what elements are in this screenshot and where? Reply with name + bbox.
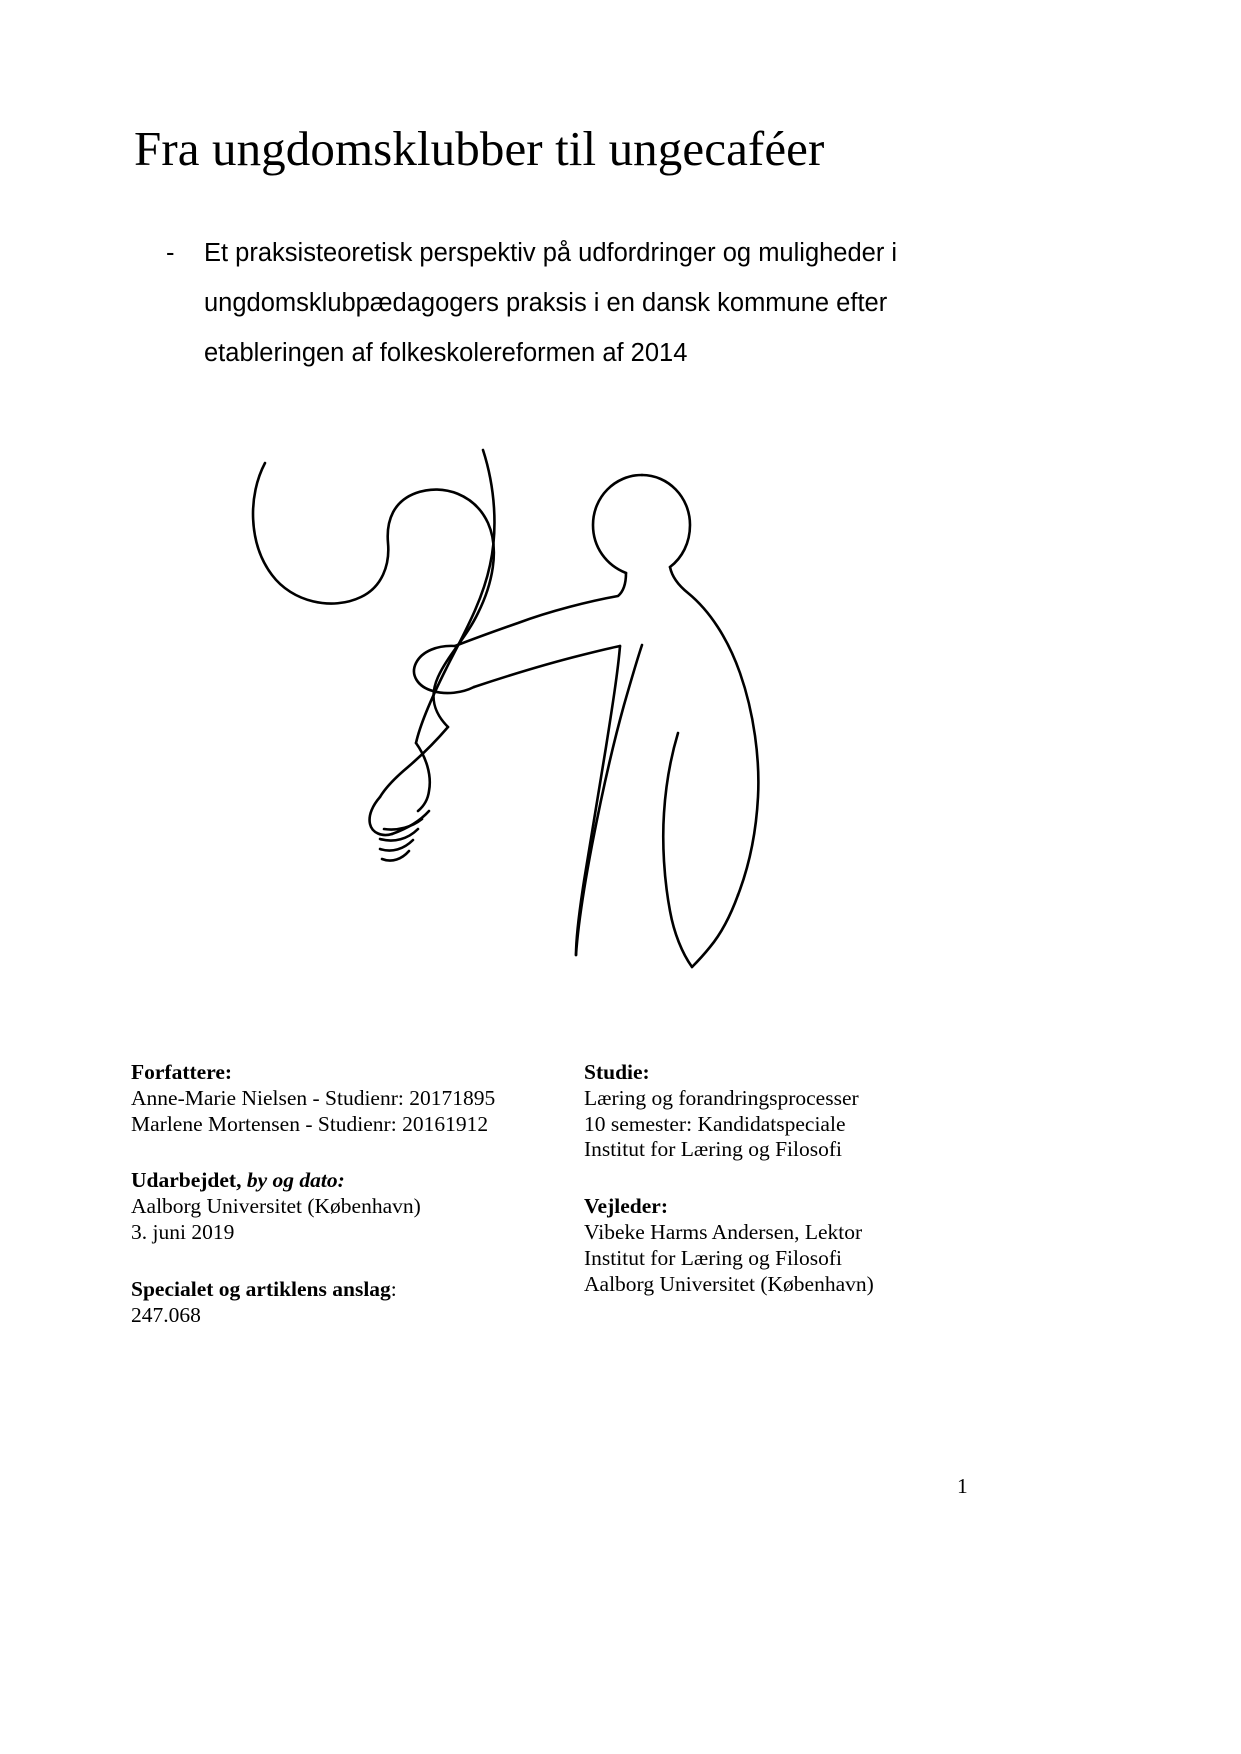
subtitle-line-1: Et praksisteoretisk perspektiv på udfordringer og muligheder i	[204, 239, 898, 267]
page-title: Fra ungdomsklubber til ungecaféer	[134, 121, 825, 176]
info-line-department: Institut for Læring og Filosofi	[584, 1137, 842, 1162]
info-line-author-1: Anne-Marie Nielsen - Studienr: 20171895	[131, 1085, 496, 1110]
info-group-anslag	[131, 1277, 571, 1329]
info-line-programme: Læring og forandringsprocesser	[584, 1085, 859, 1110]
info-heading-udarbejdet	[131, 1168, 571, 1194]
info-heading-vejleder-text: Vejleder:	[584, 1194, 668, 1219]
two-reaching-figures-icon	[230, 425, 820, 1005]
info-column-right	[584, 1060, 1014, 1297]
subtitle-line-2: ungdomsklubpædagogers praksis i en dansk kommune efter	[204, 289, 888, 317]
info-line-author-2: Marlene Mortensen - Studienr: 20161912	[131, 1111, 489, 1136]
info-line-character-count: 247.068	[131, 1302, 201, 1327]
info-heading-anslag-text: Specialet og artiklens anslag	[131, 1276, 391, 1301]
info-group-forfattere	[131, 1060, 571, 1137]
info-heading-anslag-colon: :	[390, 1276, 397, 1301]
info-line-supervisor-name: Vibeke Harms Andersen, Lektor	[584, 1219, 863, 1244]
info-heading-udarbejdet-text: Udarbejdet,	[131, 1168, 242, 1193]
info-heading-udarbejdet-italic: by og dato:	[241, 1168, 345, 1193]
info-heading-anslag	[131, 1277, 571, 1303]
info-group-studie	[584, 1060, 1014, 1163]
info-heading-forfattere	[131, 1060, 571, 1086]
info-group-udarbejdet	[131, 1168, 571, 1245]
info-line-university: Aalborg Universitet (København)	[131, 1194, 421, 1219]
page-number: 1	[957, 1474, 968, 1498]
info-heading-studie-text: Studie:	[584, 1060, 650, 1084]
subtitle-dash-marker: -	[166, 239, 175, 267]
info-line-date: 3. juni 2019	[131, 1219, 235, 1244]
info-column-left	[131, 1060, 571, 1328]
info-line-semester: 10 semester: Kandidatspeciale	[584, 1111, 846, 1136]
info-heading-studie	[584, 1060, 1014, 1086]
subtitle-block	[166, 228, 996, 378]
info-heading-vejleder	[584, 1194, 1014, 1220]
info-line-supervisor-department: Institut for Læring og Filosofi	[584, 1245, 842, 1270]
info-group-vejleder	[584, 1194, 1014, 1297]
cover-illustration	[230, 425, 820, 1005]
subtitle-text	[204, 228, 996, 378]
info-line-supervisor-university: Aalborg Universitet (København)	[584, 1271, 874, 1296]
info-heading-forfattere-text: Forfattere:	[131, 1060, 233, 1084]
subtitle-line-3: etableringen af folkeskolereformen af 2014	[204, 339, 688, 367]
subtitle-row	[166, 228, 996, 378]
